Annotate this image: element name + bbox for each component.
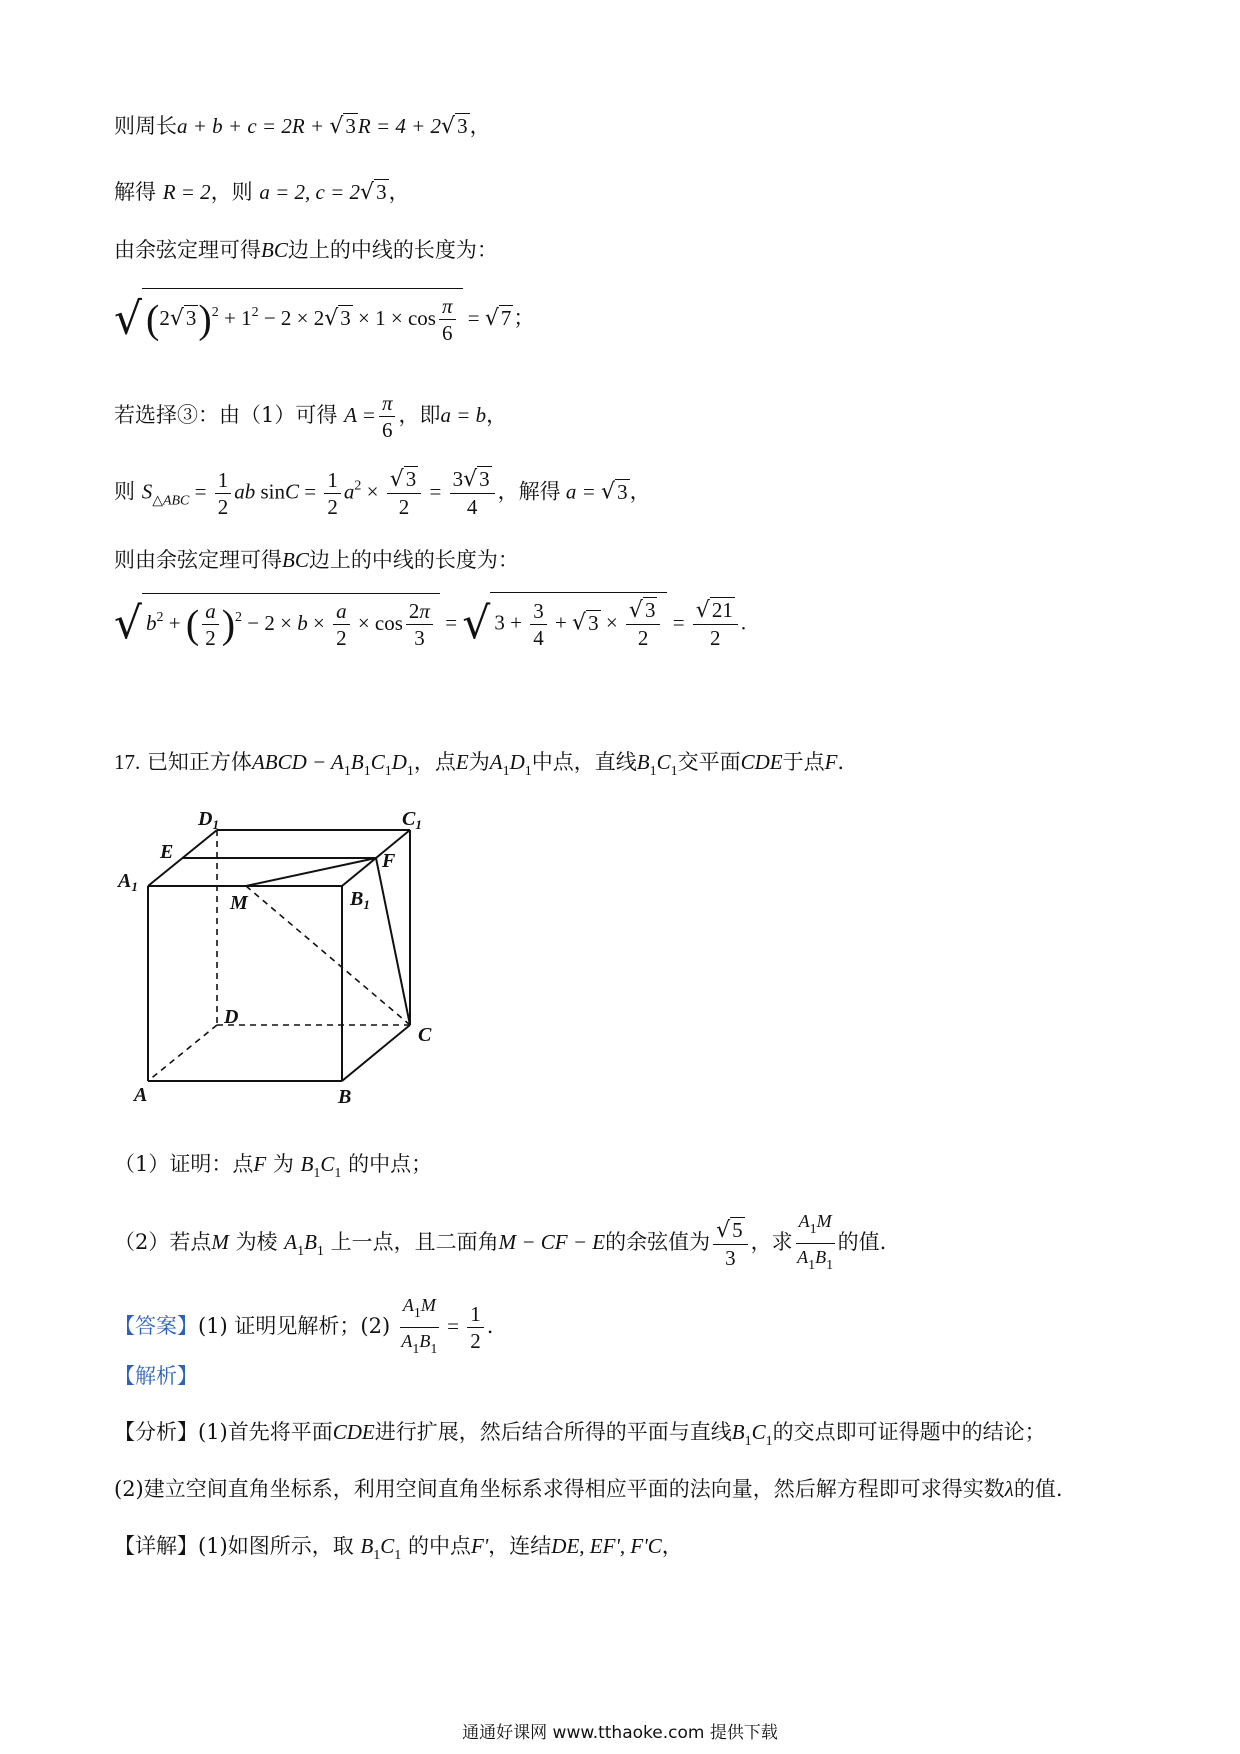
- perimeter-line: 则周长a + b + c = 2R + √3R = 4 + 2√3，: [114, 114, 491, 139]
- answer-label: 【答案】: [114, 1314, 198, 1338]
- label-b: B: [338, 1086, 352, 1105]
- question-2: （2）若点M 为棱 $A_1B_1$ 上一点，且二面角M − CF − E的余弦值为 $\frac{√5}{3}$ ，求 $\frac{A_1M}{A_1B_1}$ 的值.: [114, 1208, 886, 1270]
- label-a: A: [134, 1084, 148, 1105]
- cube-figure: [112, 805, 442, 1105]
- label-e: E: [160, 841, 174, 863]
- cosine-law-line-2: 则由余弦定理可得BC边上的中线的长度为：: [114, 548, 519, 572]
- edge-d-a: [148, 1025, 217, 1081]
- label-a1: $A_1$: [118, 870, 138, 894]
- area-line: 则 $S_{\triangle ABC}$ = $\frac{1}{2}$ ab sinC = $\frac{1}{2}$ $a^2$ × $\frac{√3}{2}$ = $\frac{3√3}{4}$ ，解得 a = √3，: [114, 467, 651, 519]
- edge-b-c: [342, 1025, 410, 1081]
- label-b1: $B_1$: [350, 888, 370, 912]
- cosine-law-line: 由余弦定理可得BC边上的中线的长度为：: [114, 238, 498, 262]
- label-c1: $C_1$: [402, 808, 422, 832]
- label-d: D: [224, 1006, 239, 1028]
- label-c: C: [418, 1024, 432, 1046]
- analysis-label: 【解析】: [114, 1364, 198, 1388]
- footer-text: 通通好课网 www.tthaoke.com 提供下载: [462, 1723, 778, 1743]
- fenxi-line-1: 【分析】(1)首先将平面CDE进行扩展，然后结合所得的平面与直线$B_1C_1$的交点即可证得题中的结论；: [114, 1420, 1046, 1449]
- fenxi-line-2: (2)建立空间直角坐标系，利用空间直角坐标系求得相应平面的法向量，然后解方程即可求得实数λ的值.: [114, 1477, 1063, 1501]
- label-d1: $D_1$: [198, 808, 219, 832]
- label-m: M: [230, 892, 248, 914]
- problem-17-stem: 17. 已知正方体ABCD − $A_1B_1C_1D_1$，点E为$A_1D_1$中点，直线$B_1C_1$交平面CDE于点F.: [114, 750, 845, 779]
- median-formula-1: √ $(2√3)^2 + 1^2 - 2 \times 2√3 \times 1 \times \cos$ $\frac{\pi}{6}$ = √7；: [114, 288, 534, 354]
- question-1: （1）证明：点F 为 $B_1C_1$ 的中点；: [114, 1152, 433, 1181]
- label-f: F: [382, 850, 396, 872]
- solve-r-line: 解得 R = 2，则 a = 2, c = 2√3，: [114, 180, 410, 205]
- detail-line: 【详解】(1)如图所示，取 $B_1C_1$ 的中点F'，连结DE, EF', F'C，: [114, 1534, 683, 1563]
- choice-3-line: 若选择③：由（1）可得 A = $\frac{\pi}{6}$ ，即a = b，: [114, 391, 508, 442]
- answer-line: 【答案】(1) 证明见解析；(2) $\frac{A_1M}{A_1B_1}$ = $\frac{1}{2}$ .: [114, 1292, 493, 1346]
- median-formula-2: √ $b^2$ + ( $\frac{a}{2}$ )$^2$ − 2 × b × $\frac{a}{2}$ × cos $\frac{2\pi}{3}$ = √ 3 + $\frac{3}{4}$ + √3 × $\frac{√3}{2}$ = $\frac{√21}{2}$ .: [114, 592, 746, 666]
- edge-m-f: [246, 858, 376, 886]
